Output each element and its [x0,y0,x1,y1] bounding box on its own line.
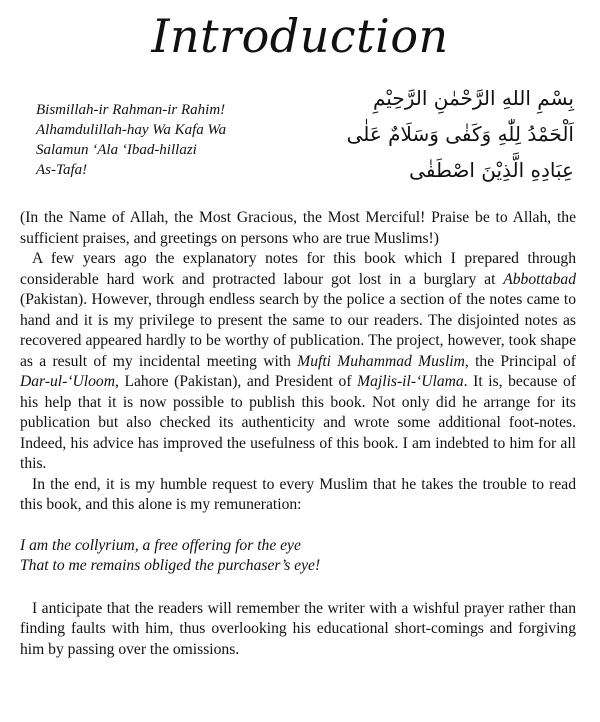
arabic-line: عِبَادِهِ الَّذِيْنَ اصْطَفٰى [409,158,574,182]
arabic-line: اَلْحَمْدُ لِلّٰهِ وَكَفٰى وَسَلَامٌ عَلٰى [346,122,574,146]
institution-name: Dar-ul-‘Uloom [20,373,115,390]
invocation-line: Salamun ‘Ala ‘Ibad-hillazi [36,142,197,158]
invocation-line: Bismillah-ir Rahman-ir Rahim! [36,102,226,118]
introduction-body [20,208,576,660]
verse-line: That to me remains obliged the purchaser’s eye! [20,557,321,574]
arabic-line: بِسْمِ اللهِ الرَّحْمٰنِ الرَّحِيْمِ [372,86,574,110]
history-paragraph [20,249,576,475]
history-text: . It is, because of his help that it is now possible to publish this book. Not only did he arrange for its publication but also checked its authenticity and wrote some additional foot-notes. Indeed, his advice has improved the usefulness of this book. I am indebted to him for all this. [20,373,577,472]
history-text: , Lahore (Pakistan), and President of [114,373,358,390]
person-name: Mufti Muhammad Muslim [297,352,465,370]
invocation-line: Alhamdulillah-hay Wa Kafa Wa [36,122,227,138]
history-text: (Pakistan). However, through endless search by the police a section of the notes came to hand and it is my privilege to present the same to our readers. The disjointed notes as recovered appeared hardly to be worthy of publication. The project, however, took shape as a result of my incidental meeting with [20,291,576,370]
council-name: Majlis-il-‘Ulama [357,373,464,390]
invocation-transliteration [36,100,226,180]
request-paragraph: In the end, it is my humble request to every Muslim that he takes the trouble to read this book, and this alone is my remuneration: [20,475,576,513]
invocation-line: As-Tafa! [36,162,88,178]
closing-paragraph: I anticipate that the readers will remember the writer with a wishful prayer rather than finding faults with him, thus overlooking his educational short-comings and forgiving him by passing over the omissions. [20,599,576,658]
verse [20,536,576,577]
page-title: Introduction [151,9,449,63]
translation-paragraph: (In the Name of Allah, the Most Gracious, the Most Merciful! Praise be to Allah, the sufficient praises, and greetings on persons who are true Muslims!) [20,209,576,247]
verse-line: I am the collyrium, a free offering for the eye [20,536,301,554]
invocation-arabic [284,80,574,188]
history-text: A few years ago the explanatory notes for this book which I prepared through considerable hard work and protracted labour got lost in a burglary at [20,250,576,288]
history-text: , the Principal of [464,352,576,370]
place-name: Abbottabad [503,270,576,288]
